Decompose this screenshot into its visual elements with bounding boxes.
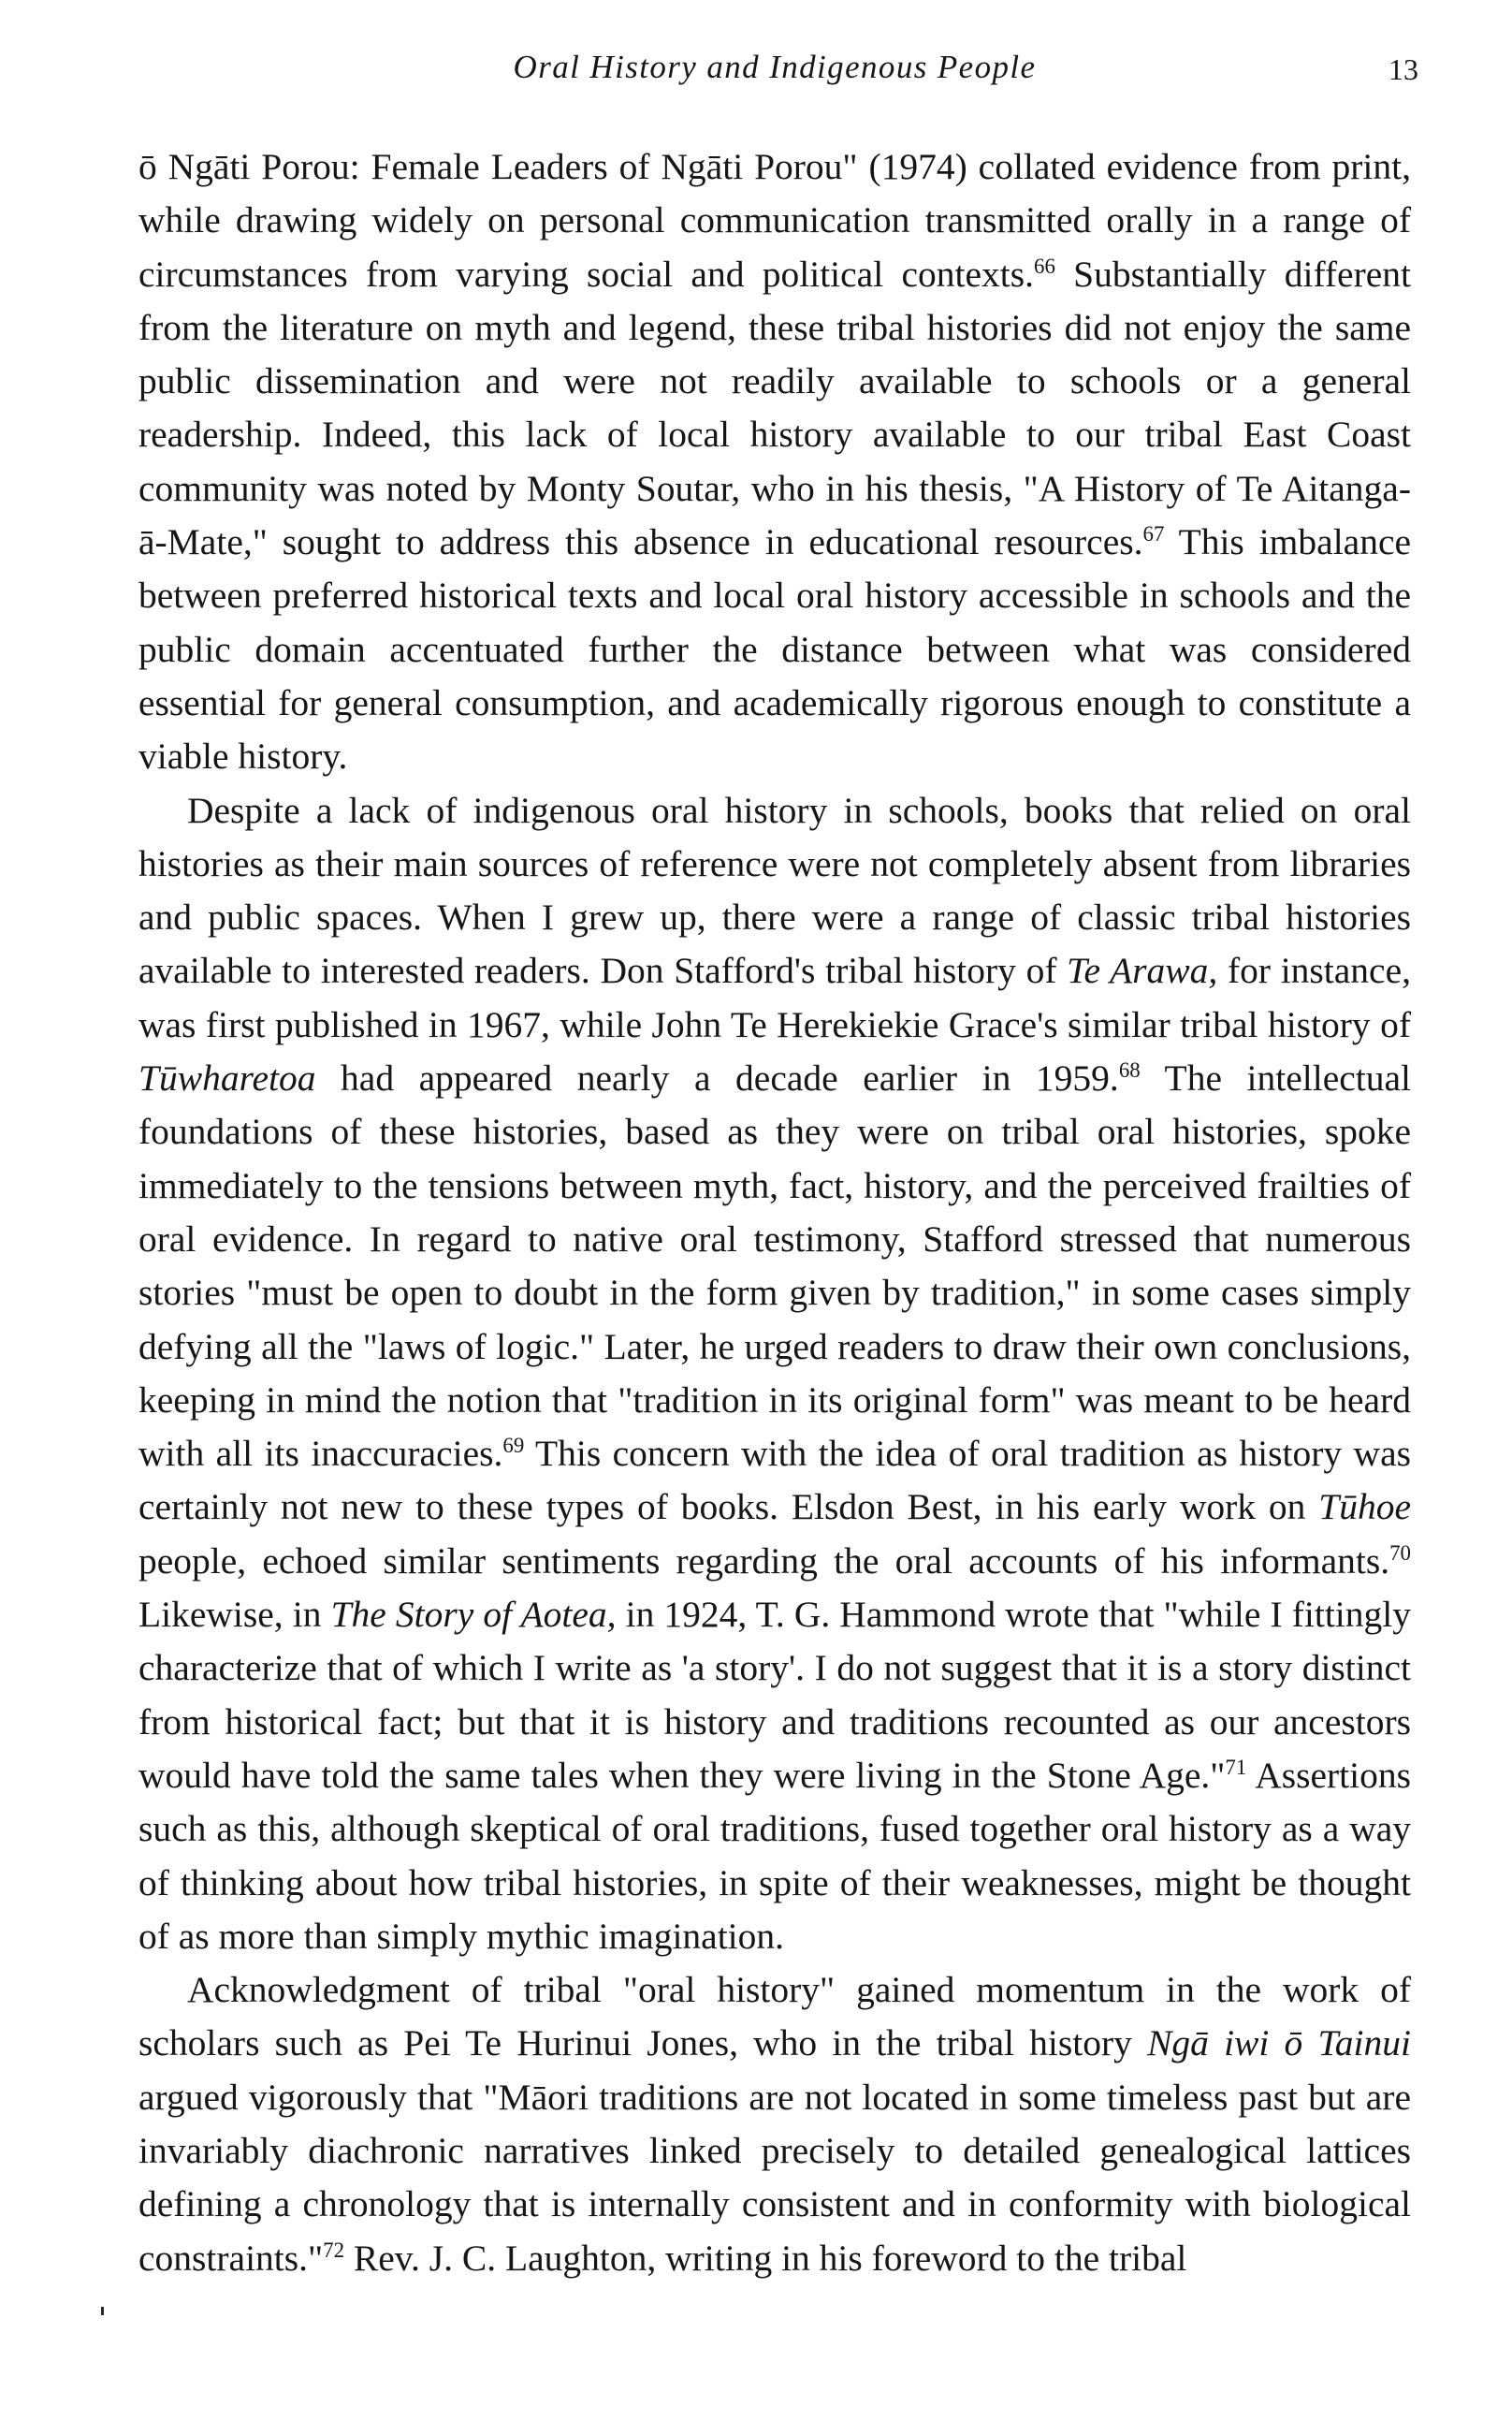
text-run: Likewise, in xyxy=(138,1594,331,1636)
text-run: Assertions such as this, although skeptical of oral traditions, fused together oral history as a way of thinking about how tribal histories, in spite of their weaknesses, might be thought of as more than simply mythic imagination. xyxy=(138,1754,1411,1957)
book-page xyxy=(138,36,1418,2394)
footnote-ref-67: 67 xyxy=(1142,521,1165,546)
text-run: argued vigorously that "Māori traditions are not located in some timeless past but are invariably diachronic narratives linked precisely to detailed genealogical lattices defining a chronology that is internally consistent and in conformity with biological constraints." xyxy=(138,2076,1411,2279)
footnote-ref-71: 71 xyxy=(1225,1755,1247,1779)
text-run: This imbalance between preferred historical texts and local oral history accessible in schools and the public domain accentuated further the distance between what was considered essential for general consumption, and academically rigorous enough to constitute a viable history. xyxy=(138,521,1412,778)
text-run: Rev. J. C. Laughton, writing in his foreword to the tribal xyxy=(344,2237,1187,2279)
text-run: Substantially different from the literature on myth and legend, these tribal histories did not enjoy the same public dissemination and were not readily available to schools or a general readership. Indeed, this lack of local history available to our tribal East Coast community was noted by Monty Soutar, who in his thesis, "A History of Te Aitanga-ā-Mate," sought to address this absence in educational resources. xyxy=(138,253,1411,563)
footnote-ref-69: 69 xyxy=(502,1433,525,1457)
body-text xyxy=(138,140,1411,2285)
text-run: Acknowledgment of tribal "oral history" gained momentum in the work of scholars such as Pei Te Hurinui Jones, who in the tribal history xyxy=(138,1969,1411,2064)
text-run: had appeared nearly a decade earlier in 1959. xyxy=(315,1057,1119,1100)
book-title: Ngā iwi ō Tainui xyxy=(1147,2022,1412,2064)
text-run: in 1924, T. G. Hammond wrote that "while I fittingly characterize that of which I write as 'a story'. I do not suggest that it is a story distinct from historical fact; but that it is history and traditions recounted as our ancestors would have told the same tales when they were living in the Stone Age." xyxy=(138,1594,1411,1796)
book-title: Tūwharetoa xyxy=(138,1057,316,1100)
paragraph-3 xyxy=(138,1963,1411,2285)
paragraph-1 xyxy=(138,140,1411,784)
text-run: This concern with the idea of oral tradition as history was certainly not new to these types of books. Elsdon Best, in his early work on xyxy=(138,1433,1411,1528)
page-number: 13 xyxy=(1388,52,1418,86)
footnote-ref-66: 66 xyxy=(1033,254,1055,278)
scan-speck xyxy=(101,2307,104,2315)
footnote-ref-70: 70 xyxy=(1389,1540,1411,1565)
tribe-name: Tūhoe xyxy=(1318,1486,1411,1528)
text-run: The intellectual foundations of these histories, based as they were on tribal oral histories, spoke immediately to the tensions between myth, fact, history, and the perceived frailties of oral evidence. In regard to native oral testimony, Stafford stressed that numerous stories "must be open to doubt in the form given by tradition," in some cases simply defying all the "laws of logic." Later, he urged readers to draw their own conclusions, keeping in mind the notion that "tradition in its original form" was meant to be heard with all its inaccuracies. xyxy=(138,1057,1412,1475)
paragraph-2 xyxy=(138,784,1411,1964)
text-run: Despite a lack of indigenous oral history in schools, books that relied on oral histories as their main sources of reference were not completely absent from libraries and public spaces. When I grew up, there were a range of classic tribal histories available to interested readers. Don Stafford's tribal history of xyxy=(138,789,1411,992)
text-run: ō Ngāti Porou: Female Leaders of Ngāti Porou" (1974) collated evidence from print, while drawing widely on personal communication transmitted orally in a range of circumstances from varying social and political contexts. xyxy=(138,146,1411,295)
footnote-ref-72: 72 xyxy=(323,2238,345,2262)
book-title: Te Arawa, xyxy=(1067,950,1218,992)
running-title: Oral History and Indigenous People xyxy=(513,49,1037,85)
text-run: for instance, was first published in 1967, while John Te Herekiekie Grace's similar tribal history of xyxy=(138,950,1411,1045)
text-run: people, echoed similar sentiments regarding the oral accounts of his informants. xyxy=(138,1539,1390,1582)
running-head xyxy=(138,36,1418,92)
book-title: The Story of Aotea, xyxy=(330,1594,617,1636)
footnote-ref-68: 68 xyxy=(1118,1057,1141,1082)
